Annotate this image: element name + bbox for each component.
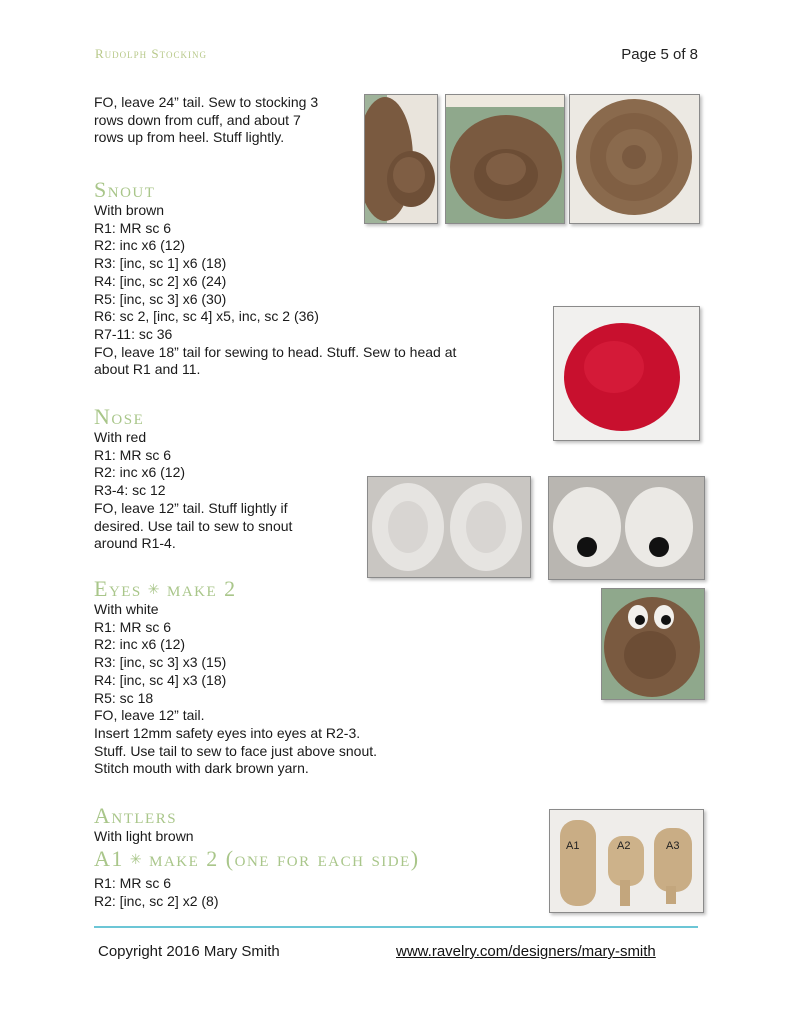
- text-line: R7-11: sc 36: [94, 325, 173, 342]
- star-icon: ✳: [129, 853, 144, 869]
- text-line: With brown: [94, 202, 165, 218]
- text-line: R4: [inc, sc 2] x6 (24): [94, 272, 227, 289]
- text-line: R6: sc 2, [inc, sc 4] x5, inc, sc 2 (36): [94, 308, 319, 325]
- text-line: R1: MR sc 6: [94, 446, 172, 463]
- text-line: R3: [inc, sc 3] x3 (15): [94, 654, 227, 671]
- a1-heading-suffix: make 2 (one for each side): [149, 846, 420, 871]
- text-line: R2: inc x6 (12): [94, 464, 186, 481]
- text-line: rows up from heel. Stuff lightly.: [94, 129, 285, 146]
- photo-eyes-white: [367, 476, 531, 578]
- photo-snout-back: [569, 94, 700, 224]
- a1-instructions: [94, 875, 218, 910]
- text-line: around R1-4.: [94, 535, 176, 552]
- text-line: R1: MR sc 6: [94, 875, 172, 891]
- page-header-title: Rudolph Stocking: [95, 46, 207, 61]
- footer-copyright: Copyright 2016 Mary Smith: [98, 943, 280, 960]
- text-line: R5: [inc, sc 3] x6 (30): [94, 290, 227, 307]
- antler-label-a3: A3: [666, 840, 680, 852]
- text-line: With white: [94, 601, 159, 617]
- intro-text: [94, 94, 318, 147]
- antler-label-a2: A2: [617, 840, 631, 852]
- text-line: R3: [inc, sc 1] x6 (18): [94, 255, 227, 272]
- text-line: desired. Use tail to sew to snout: [94, 517, 293, 534]
- photo-antlers: [549, 809, 704, 913]
- section-heading-eyes: [94, 576, 237, 602]
- text-line: Insert 12mm safety eyes into eyes at R2-3.: [94, 724, 361, 741]
- section-heading-nose: Nose: [94, 404, 145, 429]
- photo-eyes-safety: [548, 476, 705, 580]
- eyes-heading-label: Eyes: [94, 576, 142, 601]
- text-line: rows down from cuff, and about 7: [94, 111, 301, 128]
- text-line: R5: sc 18: [94, 689, 154, 706]
- section-heading-snout: Snout: [94, 177, 156, 202]
- photo-snout-front: [445, 94, 565, 224]
- snout-instructions: [94, 202, 456, 379]
- sub-heading-a1: [94, 846, 420, 872]
- star-icon: ✳: [147, 583, 162, 599]
- text-line: Stitch mouth with dark brown yarn.: [94, 760, 309, 777]
- text-line: Stuff. Use tail to sew to face just above snout.: [94, 742, 378, 759]
- text-line: R2: inc x6 (12): [94, 636, 186, 653]
- text-line: FO, leave 24” tail. Sew to stocking 3: [94, 94, 319, 110]
- text-line: FO, leave 12” tail. Stuff lightly if: [94, 499, 288, 516]
- text-line: R3-4: sc 12: [94, 482, 166, 499]
- text-line: R2: inc x6 (12): [94, 237, 186, 254]
- section-heading-antlers: Antlers: [94, 803, 178, 828]
- text-line: FO, leave 12” tail.: [94, 707, 205, 724]
- text-line: R2: [inc, sc 2] x2 (8): [94, 892, 219, 909]
- antlers-intro: [94, 828, 194, 846]
- eyes-instructions: [94, 601, 377, 778]
- footer-designer-link[interactable]: www.ravelry.com/designers/mary-smith: [396, 943, 656, 960]
- a1-heading-label: A1: [94, 846, 124, 871]
- page-number: Page 5 of 8: [621, 46, 698, 63]
- text-line: With light brown: [94, 828, 194, 844]
- footer-divider: [94, 926, 698, 928]
- photo-face-assembled: [601, 588, 705, 700]
- text-line: R1: MR sc 6: [94, 219, 172, 236]
- eyes-heading-suffix: make 2: [167, 576, 237, 601]
- text-line: R4: [inc, sc 4] x3 (18): [94, 671, 227, 688]
- text-line: With red: [94, 429, 147, 445]
- antler-label-a1: A1: [566, 840, 580, 852]
- photo-nose-red: [553, 306, 700, 441]
- text-line: about R1 and 11.: [94, 361, 201, 378]
- nose-instructions: [94, 429, 292, 553]
- text-line: R1: MR sc 6: [94, 618, 172, 635]
- text-line: FO, leave 18” tail for sewing to head. Stuff. Sew to head at: [94, 343, 457, 360]
